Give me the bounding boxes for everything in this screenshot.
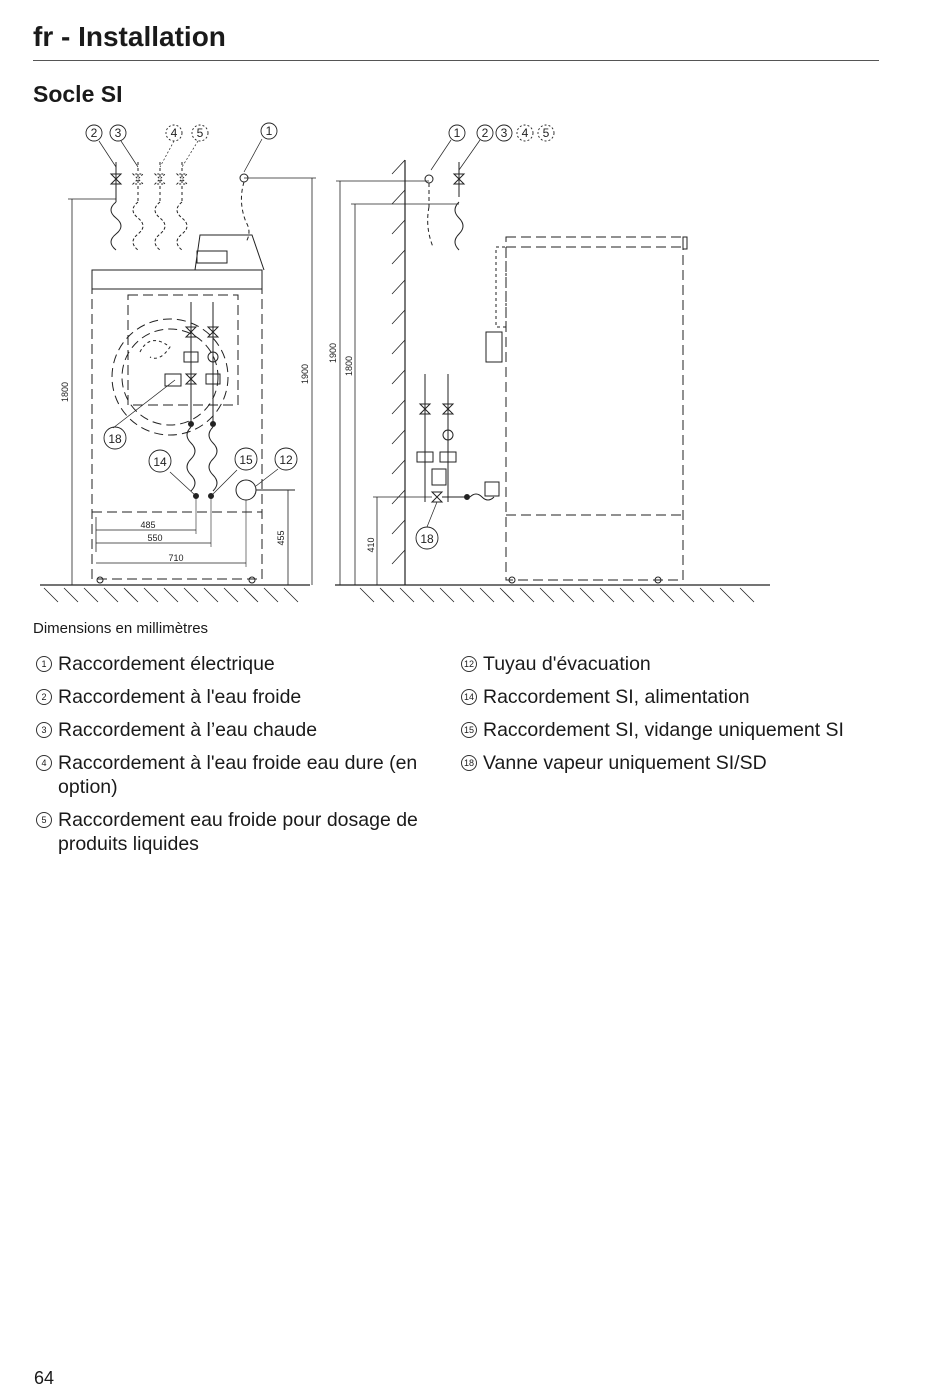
legend-number: 4: [36, 755, 52, 771]
callout-15-front: 15: [239, 453, 253, 467]
page-header-title: fr - Installation: [33, 21, 226, 52]
dim-front-1900: 1900: [300, 363, 310, 385]
callout-4-front: 4: [170, 126, 178, 140]
legend-item: [460, 652, 890, 676]
legend-text: Vanne vapeur uniquement SI/SD: [483, 752, 767, 774]
side-view-drawing: [335, 140, 770, 602]
front-view-drawing: [40, 139, 316, 602]
legend-item: [460, 751, 890, 775]
callout-18-front: 18: [108, 432, 122, 446]
legend-number: 15: [461, 722, 477, 738]
page-number: 64: [34, 1368, 55, 1388]
callouts: [86, 123, 554, 549]
legend-number: 1: [36, 656, 52, 672]
legend-text: Raccordement à l’eau chaude: [58, 719, 318, 741]
legend-text: Tuyau d'évacuation: [483, 653, 651, 675]
legend-text: Raccordement SI, vidange uniquement SI: [483, 719, 844, 741]
figure-caption: Dimensions en millimètres: [33, 620, 209, 637]
callout-4-side: 4: [521, 126, 529, 140]
dim-710: 710: [168, 553, 184, 563]
legend-item: [35, 751, 455, 799]
callout-18-side: 18: [420, 532, 434, 546]
legend-text: Raccordement électrique: [58, 653, 275, 675]
header-divider: [33, 60, 879, 61]
dim-steam-410: 410: [366, 537, 376, 553]
dim-front-1800: 1800: [60, 381, 70, 403]
legend-item: [35, 718, 455, 742]
legend-number: 3: [36, 722, 52, 738]
legend-text: Raccordement à l'eau froide: [58, 686, 302, 708]
section-title: Socle SI: [33, 81, 123, 107]
callout-1-front: 1: [265, 124, 273, 138]
callout-1-side: 1: [453, 126, 461, 140]
legend-number: 2: [36, 689, 52, 705]
callout-3-front: 3: [114, 126, 122, 140]
dim-550: 550: [147, 533, 163, 543]
callout-12-front: 12: [279, 453, 293, 467]
legend-item: [35, 685, 455, 709]
legend-text: Raccordement à l'eau froide eau dure (en option): [58, 752, 418, 798]
legend-left-column: [35, 652, 455, 865]
dim-side-1900: 1900: [328, 342, 338, 364]
callout-3-side: 3: [500, 126, 508, 140]
dim-side-1800: 1800: [344, 355, 354, 377]
callout-2-front: 2: [90, 126, 98, 140]
callout-2-side: 2: [481, 126, 489, 140]
callout-5-front: 5: [196, 126, 204, 140]
legend-number: 12: [461, 656, 477, 672]
dim-485: 485: [140, 520, 156, 530]
legend-item: [35, 652, 455, 676]
legend-number: 18: [461, 755, 477, 771]
callout-14-front: 14: [153, 455, 167, 469]
legend-number: 5: [36, 812, 52, 828]
legend-item: [35, 808, 455, 856]
callout-5-side: 5: [542, 126, 550, 140]
legend-right-column: [460, 652, 890, 784]
installation-diagram: [30, 112, 780, 617]
legend-text: Raccordement SI, alimentation: [483, 686, 750, 708]
legend-item: [460, 685, 890, 709]
legend-number: 14: [461, 689, 477, 705]
dim-drain-455: 455: [276, 530, 286, 546]
legend-text: Raccordement eau froide pour dosage de produits liquides: [58, 809, 418, 855]
legend-item: [460, 718, 890, 742]
